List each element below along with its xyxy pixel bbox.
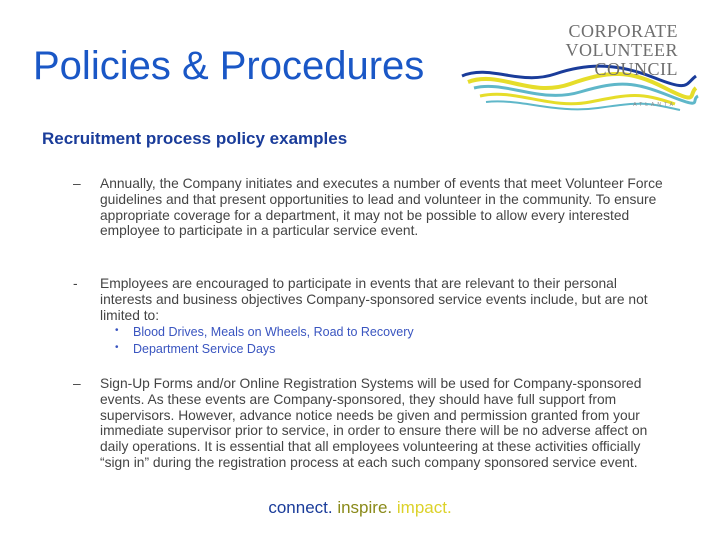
logo-line-2: VOLUNTEER xyxy=(565,40,678,60)
list-item xyxy=(73,176,670,239)
sub-list-item-text: Blood Drives, Meals on Wheels, Road to Recovery xyxy=(133,325,414,339)
list-item xyxy=(73,376,670,471)
list-item-text: Annually, the Company initiates and executes a number of events that meet Volunteer Force guidelines and that present opportunities to lead and volunteer in the community. To ensure appropriate coverage for a department, it may not be possible to allow every interested employee to participate in a particular service event. xyxy=(100,176,663,239)
list-item-text: Sign-Up Forms and/or Online Registration Systems will be used for Company-sponsored events. As these events are Company-sponsored, they should have full support from supervisors. However, advance notice needs be given and permission granted from your immediate supervisor prior to service, in order to ensure there will be no adverse affect on daily operations. It is essential that all employees volunteering at these activities officially “sign in” during the registration process at each such company sponsored service event. xyxy=(100,376,648,470)
list-item xyxy=(73,276,670,323)
logo-wordmark xyxy=(566,22,678,79)
logo-line-1: CORPORATE xyxy=(568,21,678,41)
corporate-volunteer-council-logo xyxy=(460,18,700,118)
sub-list-item-text: Department Service Days xyxy=(133,342,276,356)
sub-list-item xyxy=(115,325,414,339)
dash-bullet: – xyxy=(73,176,81,191)
dash-bullet: - xyxy=(73,276,78,291)
dot-bullet: • xyxy=(115,342,119,353)
tagline-inspire: inspire. xyxy=(337,498,393,517)
section-subtitle: Recruitment process policy examples xyxy=(42,129,348,148)
tagline xyxy=(0,498,720,518)
logo-city: ATLANTA xyxy=(633,102,676,108)
list-item-text: Employees are encouraged to participate in events that are relevant to their personal interests and business objectives Company-sponsored service events include, but are not limited to: xyxy=(100,276,648,323)
sub-list-item xyxy=(115,342,276,356)
page-title: Policies & Procedures xyxy=(33,44,425,88)
logo-line-3: COUNCIL xyxy=(594,59,678,79)
dash-bullet: – xyxy=(73,376,81,391)
dot-bullet: • xyxy=(115,325,119,336)
tagline-impact: impact. xyxy=(396,498,452,517)
tagline-connect: connect. xyxy=(268,498,333,517)
